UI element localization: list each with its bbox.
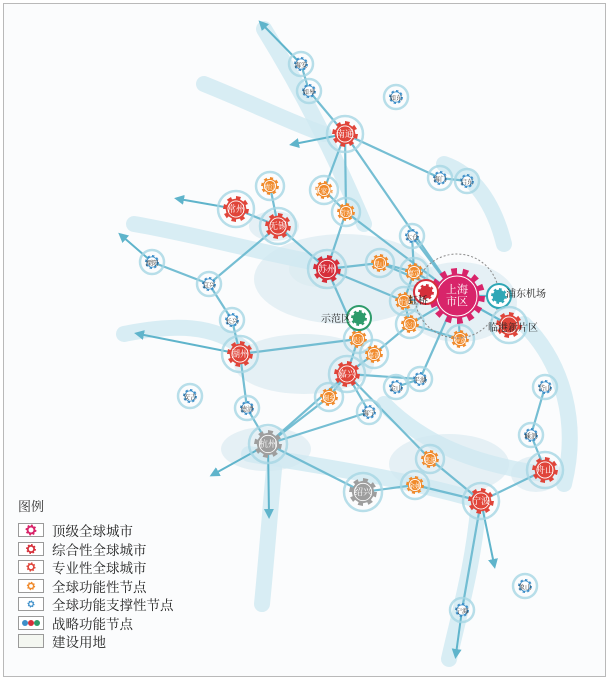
city-node xyxy=(533,375,557,399)
legend-label: 顶级全球城市 xyxy=(52,524,133,541)
legend-swatch xyxy=(18,579,44,593)
legend-swatch xyxy=(18,523,44,537)
legend-label: 建设用地 xyxy=(52,635,106,652)
node-label: 靖江 xyxy=(263,183,277,191)
legend-swatch xyxy=(18,597,44,611)
node-label: 常州 xyxy=(226,205,246,215)
demo-zone-label: 示范区 xyxy=(321,314,351,325)
city-node xyxy=(513,574,537,598)
node-label: 金山 xyxy=(389,384,403,392)
city-node xyxy=(527,452,563,488)
legend-label: 综合性全球城市 xyxy=(52,542,147,559)
top-city-label: 上海 xyxy=(446,283,468,296)
node-label: 海安 xyxy=(294,61,308,69)
node-label: 湖州 xyxy=(230,350,250,360)
top-city-label: 市区 xyxy=(446,295,468,308)
legend-item xyxy=(18,614,248,633)
city-node xyxy=(308,250,346,288)
city-node xyxy=(222,336,258,372)
city-node xyxy=(344,473,382,511)
node-label: 德清 xyxy=(240,405,254,413)
node-label: 溧阳 xyxy=(145,259,159,267)
node-label: 南通 xyxy=(335,130,355,140)
city-node xyxy=(310,176,338,204)
legend-item xyxy=(18,558,248,577)
node-label: 无锡 xyxy=(268,222,288,232)
node-label: 张家港 xyxy=(314,187,334,195)
city-node xyxy=(197,272,221,296)
node-label: 嘉兴 xyxy=(337,370,357,380)
node-label: 奉贤 xyxy=(453,336,467,344)
transport-link xyxy=(531,387,545,435)
legend-label: 全球功能性节点 xyxy=(52,579,147,596)
node-label: 如东 xyxy=(389,94,403,102)
legend-swatch xyxy=(18,560,44,574)
city-node xyxy=(220,308,244,332)
city-node xyxy=(256,172,284,200)
node-label: 常熟 xyxy=(339,209,353,217)
city-node xyxy=(327,116,363,152)
node-label: 象山 xyxy=(518,583,532,591)
node-label: 绍兴 xyxy=(353,488,373,498)
node-label: 嘉善 xyxy=(367,351,381,359)
legend-item xyxy=(18,521,248,540)
map-figure xyxy=(3,3,606,677)
node-label: 长兴 xyxy=(225,317,239,325)
legend-swatch xyxy=(18,542,44,556)
city-node xyxy=(140,250,164,274)
node-label: 宁波 xyxy=(471,497,491,507)
legend-item xyxy=(18,632,248,651)
legend-title: 图例 xyxy=(18,500,45,515)
node-label: 岱山 xyxy=(538,384,552,392)
city-node xyxy=(463,483,499,519)
node-label: 海宁 xyxy=(362,409,376,417)
city-node xyxy=(249,425,287,463)
node-label: 余姚 xyxy=(408,482,422,490)
node-label: 舟山 xyxy=(535,466,555,476)
legend-item xyxy=(18,540,248,559)
lingang-label: 临港新片区 xyxy=(488,323,538,334)
asterisk-icon xyxy=(491,288,507,304)
node-label: 吴江 xyxy=(351,336,365,344)
node-label: 慈溪 xyxy=(423,456,437,464)
city-node xyxy=(357,400,381,424)
transport-link xyxy=(345,134,346,212)
node-label: 启东 xyxy=(460,178,474,186)
node-label: 安吉 xyxy=(183,393,197,401)
node-label: 平湖 xyxy=(413,376,427,384)
legend-swatch xyxy=(18,616,44,630)
city-node xyxy=(178,384,202,408)
node-label: 昆山 xyxy=(373,260,387,268)
pudong-airport-label: 浦东机场 xyxy=(506,289,546,300)
city-node xyxy=(384,85,408,109)
legend-label: 全球功能支撑性节点 xyxy=(52,598,174,615)
transport-link xyxy=(152,262,209,284)
city-node xyxy=(519,423,543,447)
legend-items xyxy=(18,521,248,651)
transport-link xyxy=(268,412,369,444)
city-node xyxy=(384,375,408,399)
development-corridor xyxy=(449,499,479,659)
city-node xyxy=(260,208,296,244)
city-node xyxy=(218,191,254,227)
node-label: 杭州 xyxy=(258,440,278,450)
node-label: 松江 xyxy=(403,321,417,329)
legend xyxy=(18,496,248,651)
legend-swatch xyxy=(18,634,44,648)
legend-item xyxy=(18,595,248,614)
node-label: 桐乡 xyxy=(322,394,336,402)
node-label: 太仓 xyxy=(405,233,419,241)
node-label: 嵊泗 xyxy=(524,432,538,440)
legend-item xyxy=(18,577,248,596)
node-label: 青浦 xyxy=(397,298,411,306)
node-label: 嘉定 xyxy=(407,269,421,277)
node-label: 苏州 xyxy=(317,265,337,275)
legend-label: 专业性全球城市 xyxy=(52,561,147,578)
node-label: 海门 xyxy=(433,175,447,183)
asterisk-icon xyxy=(351,310,367,326)
hongqiao-label: 虹桥 xyxy=(408,296,428,307)
node-label: 如皋 xyxy=(302,88,316,96)
node-label: 宜兴 xyxy=(202,281,216,289)
node-label: 宁海 xyxy=(455,607,469,615)
legend-label: 战略功能节点 xyxy=(52,616,133,633)
city-node xyxy=(329,356,365,392)
